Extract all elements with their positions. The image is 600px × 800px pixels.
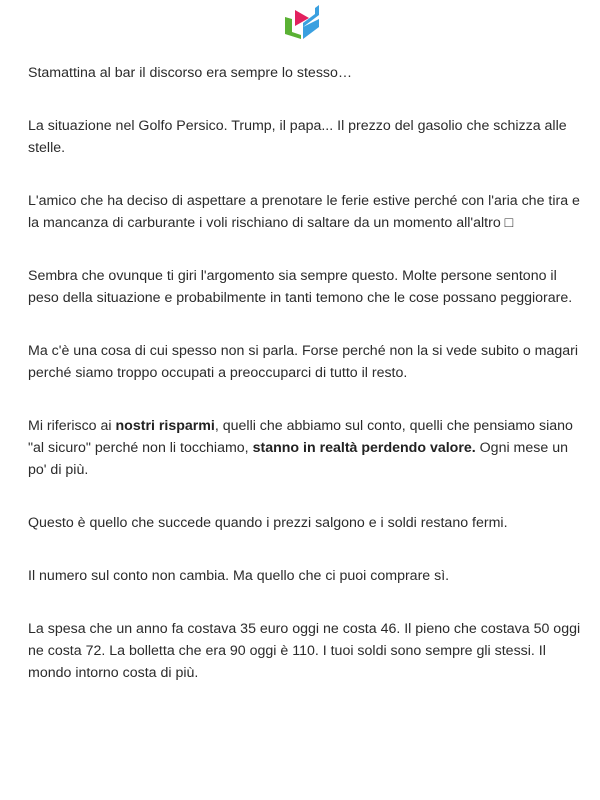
text: Mi riferisco ai [28,418,116,434]
text: Ogni mese un po' di più. [28,440,568,478]
paragraph: Questo è quello che succede quando i prezzi salgono e i soldi restano fermi. [28,515,508,531]
bold-text: nostri risparmi [115,418,215,434]
bold-text: stanno in realtà perdendo valore. [252,440,476,456]
brand-logo [281,5,321,39]
paragraph: La spesa che un anno fa costava 35 euro oggi ne costa 46. Il pieno che costava 50 oggi ne costa 72. La bolletta che era 90 oggi è 110. I tuoi soldi sono sempre gli stessi. Il mondo intorno costa di più. [28,621,581,681]
paragraph: Ma c'è una cosa di cui spesso non si parla. Forse perché non la si vede subito o magari perché siamo troppo occupati a preoccuparci di tutto il resto. [28,343,579,381]
paragraph [28,415,584,481]
paragraph: La situazione nel Golfo Persico. Trump, il papa... Il prezzo del gasolio che schizza alle stelle. [28,118,567,156]
paragraph: L'amico che ha deciso di aspettare a prenotare le ferie estive perché con l'aria che tira e la mancanza di carburante i voli rischiano di saltare da un momento all'altro □ [28,193,580,231]
paragraph: Stamattina al bar il discorso era sempre lo stesso… [28,65,353,81]
article-body [28,62,584,715]
paragraph: Il numero sul conto non cambia. Ma quello che ci puoi comprare sì. [28,568,450,584]
paragraph: Sembra che ovunque ti giri l'argomento sia sempre questo. Molte persone sentono il peso della situazione e probabilmente in tanti temono che le cose possano peggiorare. [28,268,573,306]
text: , quelli che abbiamo sul conto, quelli che pensiamo siano "al sicuro" perché non li tocchiamo, [28,418,573,456]
